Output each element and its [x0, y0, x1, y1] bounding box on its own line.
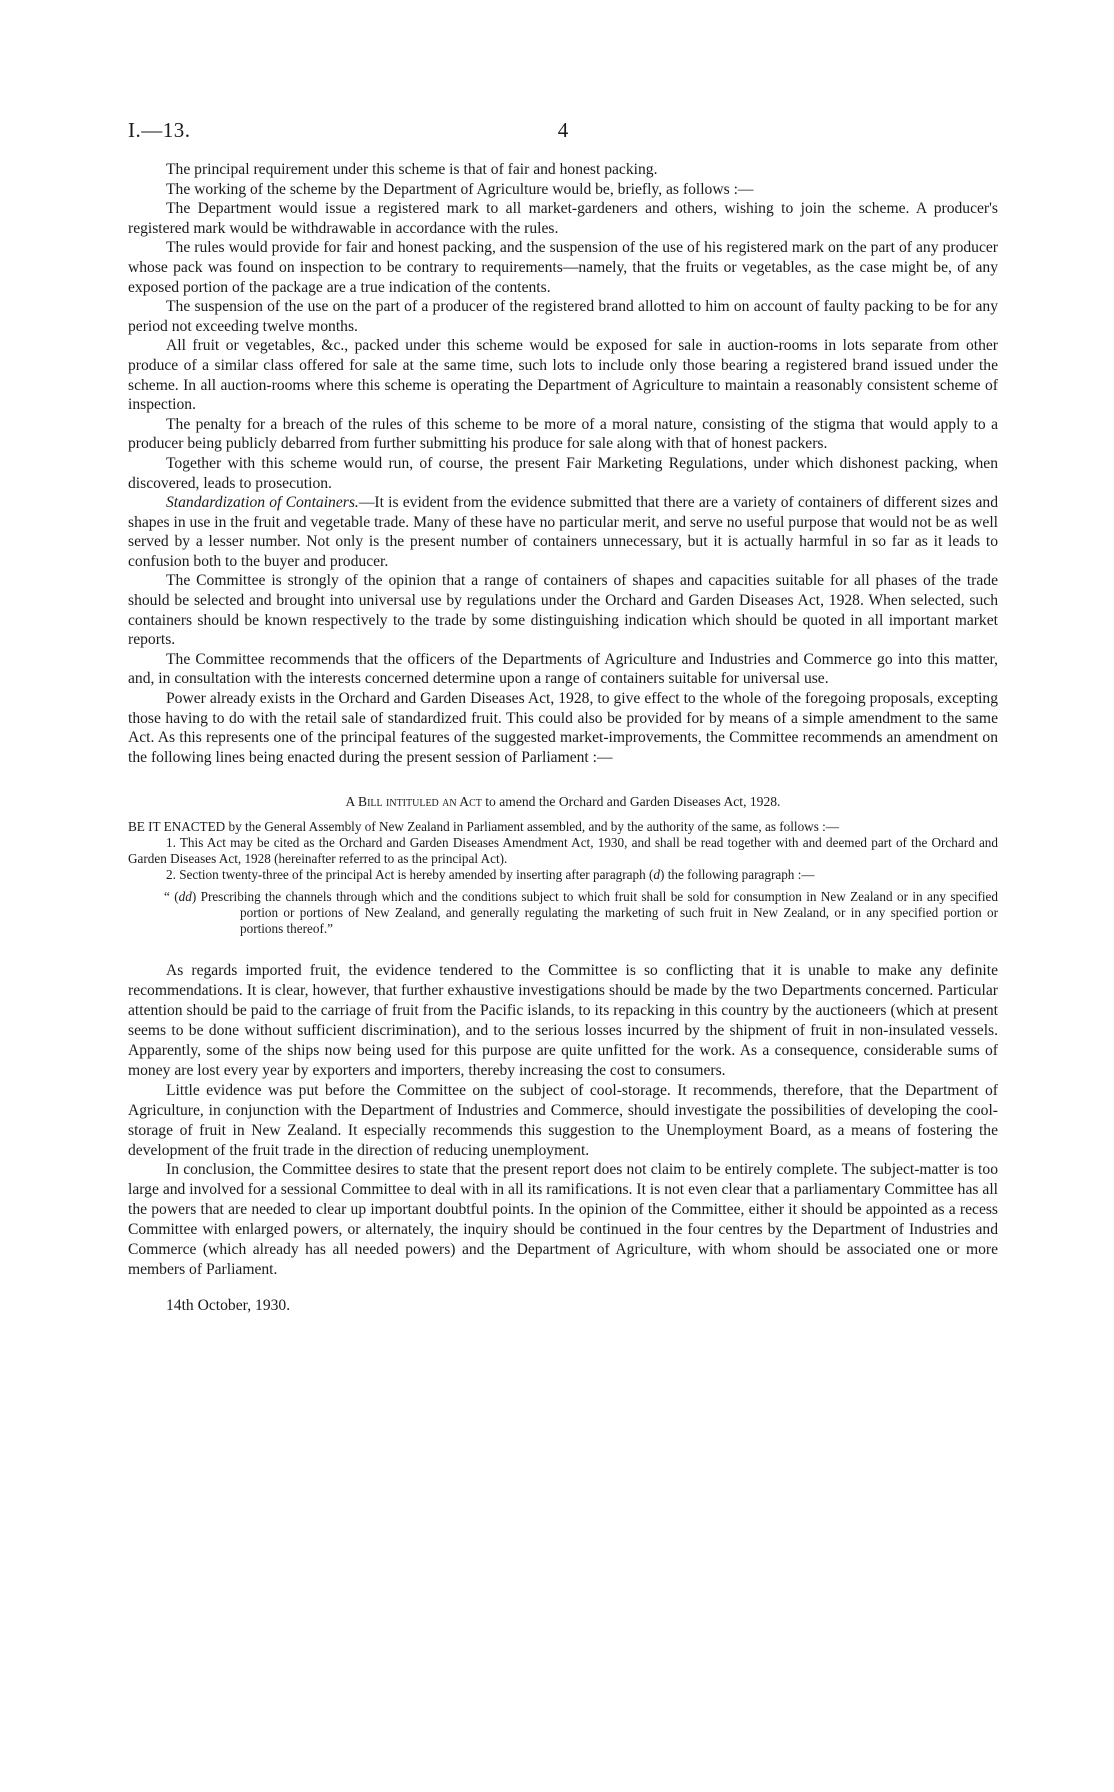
paragraph: Together with this scheme would run, of course, the present Fair Marketing Regulations, under which dishonest packing, when discovered, leads to prosecution.: [128, 454, 998, 492]
report-date: 14th October, 1930.: [166, 1296, 291, 1314]
page-number: 4: [557, 118, 569, 142]
bill-clause-2: [128, 867, 998, 883]
bill-title-smallcaps: Bill intituled an Act: [358, 794, 482, 810]
paragraph: Little evidence was put before the Committee on the subject of cool-storage. It recommends, therefore, that the Department of Agriculture, in conjunction with the Department of Industries and Commerce, should investigate the possibilities of developing the cool-storage of fruit in New Zealand. It especially recommends this suggestion to the Unemployment Board, as a means of fostering the development of the fruit trade in the direction of reducing unemployment.: [128, 1081, 998, 1159]
paragraph: Power already exists in the Orchard and Garden Diseases Act, 1928, to give effect to the whole of the foregoing proposals, excepting those having to do with the retail sale of standardized fruit. This could also be provided for by means of a simple amendment to the same Act. As this represents one of the principal features of the suggested market-improvements, the Committee recommends an amendment on the following lines being enacted during the present session of Parliament :—: [128, 690, 998, 766]
bill-excerpt: [128, 793, 998, 937]
bill-title-rest: to amend the Orchard and Garden Diseases Act, 1928.: [481, 794, 781, 810]
clause-2-text-a: 2. Section twenty-three of the principal Act is hereby amended by inserting after paragraph (: [166, 867, 654, 883]
closing-section: [128, 961, 998, 1316]
quote-text: ) Prescribing the channels through which and the conditions subject to which fruit shall be sold for consumption in New Zealand or in any specified portion or portions of New Zealand, and generally regulating the marketing of such fruit in New Zealand, or in any specified portion or portions thereof.”: [191, 889, 999, 937]
clause-2-paragraph-ref: d: [653, 867, 660, 883]
paragraph: The Committee is strongly of the opinion that a range of containers of shapes and capacities suitable for all phases of the trade should be selected and brought into universal use by regulations under the Orchard and Garden Diseases Act, 1928. When selected, such containers should be known respectively to the trade by some distinguishing indication which should be quoted in all important market reports.: [128, 572, 998, 649]
paragraph: In conclusion, the Committee desires to state that the present report does not claim to be entirely complete. The subject-matter is too large and involved for a sessional Committee to deal with in all its ramifications. It is not even clear that a parliamentary Committee has all the powers that are needed to clear up important doubtful points. In the opinion of the Committee, either it should be appointed as a recess Committee with enlarged powers, or alternately, the inquiry should be continued in the four centres by the Department of Industries and Commerce (which already has all needed powers) and the Department of Agriculture, with whom should be associated one or more members of Parliament.: [128, 1161, 998, 1278]
clause-2-text-b: ) the following paragraph :—: [660, 867, 815, 883]
bill-clause-1: 1. This Act may be cited as the Orchard and Garden Diseases Amendment Act, 1930, and shall be read together with and deemed part of the Orchard and Garden Diseases Act, 1928 (hereinafter referred to as the principal Act).: [128, 835, 998, 867]
paragraph: As regards imported fruit, the evidence tendered to the Committee is so conflicting that it is unable to make any definite recommendations. It is clear, however, that further exhaustive investigations should be made by the two Departments concerned. Particular attention should be paid to the carriage of fruit from the Pacific islands, to its repacking in this country by the auctioneers (which at present seems to be done without sufficient discrimination), and to the serious losses incurred by the shipment of fruit in non-insulated vessels. Apparently, some of the ships now being used for this purpose are quite unfitted for the work. As a consequence, considerable sums of money are lost every year by exporters and importers, thereby increasing the cost to consumers.: [128, 962, 998, 1079]
document-reference: I.—13.: [128, 118, 191, 142]
paragraph: The Committee recommends that the officers of the Departments of Agriculture and Industries and Commerce go into this matter, and, in consultation with the interests concerned determine upon a range of containers suitable for universal use.: [128, 650, 998, 688]
paragraph: All fruit or vegetables, &c., packed under this scheme would be exposed for sale in auction-rooms in lots separate from other produce of a similar class offered for sale at the same time, such lots to include only those bearing a registered brand issued under the scheme. In all auction-rooms where this scheme is operating the Department of Agriculture to maintain a reasonably consistent scheme of inspection.: [128, 337, 998, 414]
paragraph: The principal requirement under this scheme is that of fair and honest packing.: [166, 161, 658, 178]
standardization-paragraph: [128, 493, 998, 571]
inserted-paragraph: [128, 889, 998, 937]
bill-title-article: A: [345, 794, 358, 810]
bill-title: [128, 793, 998, 811]
section-heading: Standardization of Containers.: [166, 494, 359, 512]
enacting-clause: BE IT ENACTED by the General Assembly of New Zealand in Parliament assembled, and by the authority of the same, as follows :—: [128, 819, 839, 835]
paragraph: The working of the scheme by the Department of Agriculture would be, briefly, as follows :—: [166, 180, 754, 198]
paragraph: The Department would issue a registered mark to all market-gardeners and others, wishing to join the scheme. A producer's registered mark would be withdrawable in accordance with the rules.: [128, 200, 998, 237]
quote-paragraph-ref: dd: [178, 889, 192, 905]
paragraph: The rules would provide for fair and honest packing, and the suspension of the use of his registered mark on the part of any producer whose pack was found on inspection to be contrary to requirements—namely, that the fruits or vegetables, as the case might be, of any exposed portion of the package are a true indication of the contents.: [128, 239, 998, 296]
standardization-text: —It is evident from the evidence submitted that there are a variety of containers of different sizes and shapes in use in the fruit and vegetable trade. Many of these have no particular merit, and serve no useful purpose that would not be as well served by a lesser number. Not only is the present number of containers unnecessary, but it is actually harmful in so far as it leads to confusion both to the buyer and producer.: [128, 494, 998, 570]
quote-open: “ (: [164, 889, 179, 905]
document-body: [128, 160, 998, 1316]
paragraph: The penalty for a breach of the rules of this scheme to be more of a moral nature, consisting of the stigma that would apply to a producer being publicly debarred from further submitting his produce for sale along with that of honest packers.: [128, 415, 998, 453]
paragraph: The suspension of the use on the part of a producer of the registered brand allotted to him on account of faulty packing to be for any period not exceeding twelve months.: [128, 298, 998, 335]
page-header: [128, 118, 998, 148]
